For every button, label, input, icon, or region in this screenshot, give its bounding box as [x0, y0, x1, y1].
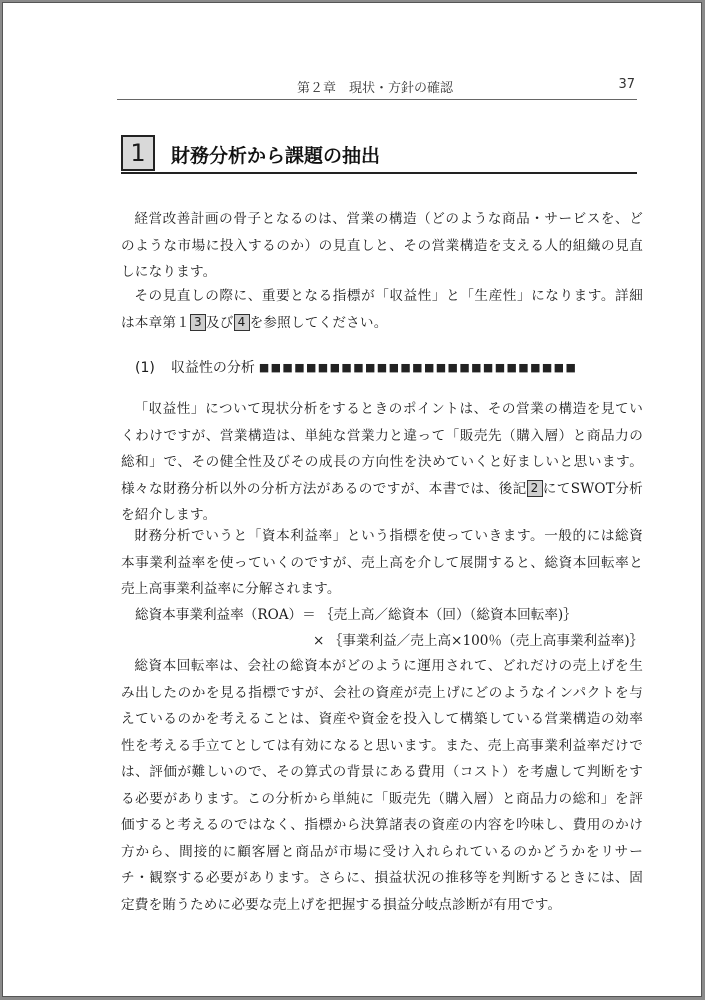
- cross-reference-box: 4: [234, 314, 250, 331]
- page-number: 37: [618, 77, 635, 92]
- running-header: [117, 77, 635, 97]
- section-number-box: 1: [121, 135, 155, 171]
- body-paragraph-3: [121, 653, 643, 918]
- subsection-title: 収益性の分析: [170, 360, 255, 376]
- body-paragraph-2-text: 財務分析でいうと「資本利益率」という指標を使っていきます。一般的には総資本事業利益率を使っていくのですが、売上高を介して展開すると、総資本回転率と売上高事業利益率に分解されます。: [121, 528, 643, 597]
- intro-paragraph-1-text: 経営改善計画の骨子となるのは、営業の構造（どのような商品・サービスを、どのような市場に投入するのか）の見直しと、その営業構造を支える人的組織の見直しになります。: [121, 211, 643, 280]
- body-paragraph-1: [121, 396, 643, 529]
- section-rule: [121, 172, 637, 174]
- body-paragraph-3-text: 総資本回転率は、会社の総資本がどのように運用されて、どれだけの売上げを生み出したのかを見る指標ですが、会社の資産が売上げにどのようなインパクトを与えているのかを考えることは、資産や資金を投入して構築している営業構造の効率性を考える手立てとしては有効になると思います。また、売上高事業利益率だけでは、評価が難しいので、その算式の背景にある費用（コスト）を考慮して判断をする必要があります。この分析から単純に「販売先（購入層）と商品力の総和」を評価すると考えるのではなく、指標から決算諸表の資産の内容を吟味し、費用のかけ方から、間接的に顧客層と商品が市場に受け入れられているのかどうかをリサーチ・観察する必要があります。さらに、損益状況の推移等を判断するときには、固定費を賄うために必要な売上げを把握する損益分岐点診断が有用です。: [121, 658, 643, 913]
- subsection-heading: [135, 357, 639, 377]
- subsection-decorative-bar: ■■■■■■■■■■■■■■■■■■■■■■■■■■■: [258, 361, 578, 374]
- formula-line-2: × ｛事業利益／売上高×100％（売上高事業利益率)｝: [313, 633, 644, 649]
- formula-line-1: 総資本事業利益率（ROA）＝ ｛売上高／総資本（回）（総資本回転率)｝: [135, 607, 577, 623]
- cross-reference-box: 3: [190, 314, 206, 331]
- intro-paragraph-1: [121, 206, 643, 286]
- body-paragraph-1-text-a: 「収益性」について現状分析をするときのポイントは、その営業の構造を見ていくわけですが、営業構造は、単純な営業力と違って「販売先（購入層）と商品力の総和」で、その健全性及びその成長の方向性を決めていくと好ましいと思います。様々な財務分析以外の分析方法があるのですが、本書では、後記: [121, 401, 643, 497]
- header-rule: [117, 99, 637, 100]
- body-paragraph-1-text-b: にてSWOT分析を紹介します。: [121, 480, 643, 523]
- cross-reference-box: 2: [527, 480, 543, 497]
- running-title: 第２章 現状・方針の確認: [297, 81, 454, 96]
- intro-paragraph-2-text-a: その見直しの際に、重要となる指標が「収益性」と「生産性」になります。詳細は本章第１: [121, 288, 643, 331]
- section-title: 財務分析から課題の抽出: [171, 145, 381, 167]
- subsection-number: (1): [135, 360, 155, 376]
- document-page: [2, 2, 702, 997]
- body-paragraph-2: [121, 523, 643, 603]
- intro-paragraph-2-text-b: を参照してください。: [249, 314, 388, 331]
- intro-paragraph-2-connector: 及び: [205, 314, 234, 331]
- intro-paragraph-2: [121, 283, 643, 336]
